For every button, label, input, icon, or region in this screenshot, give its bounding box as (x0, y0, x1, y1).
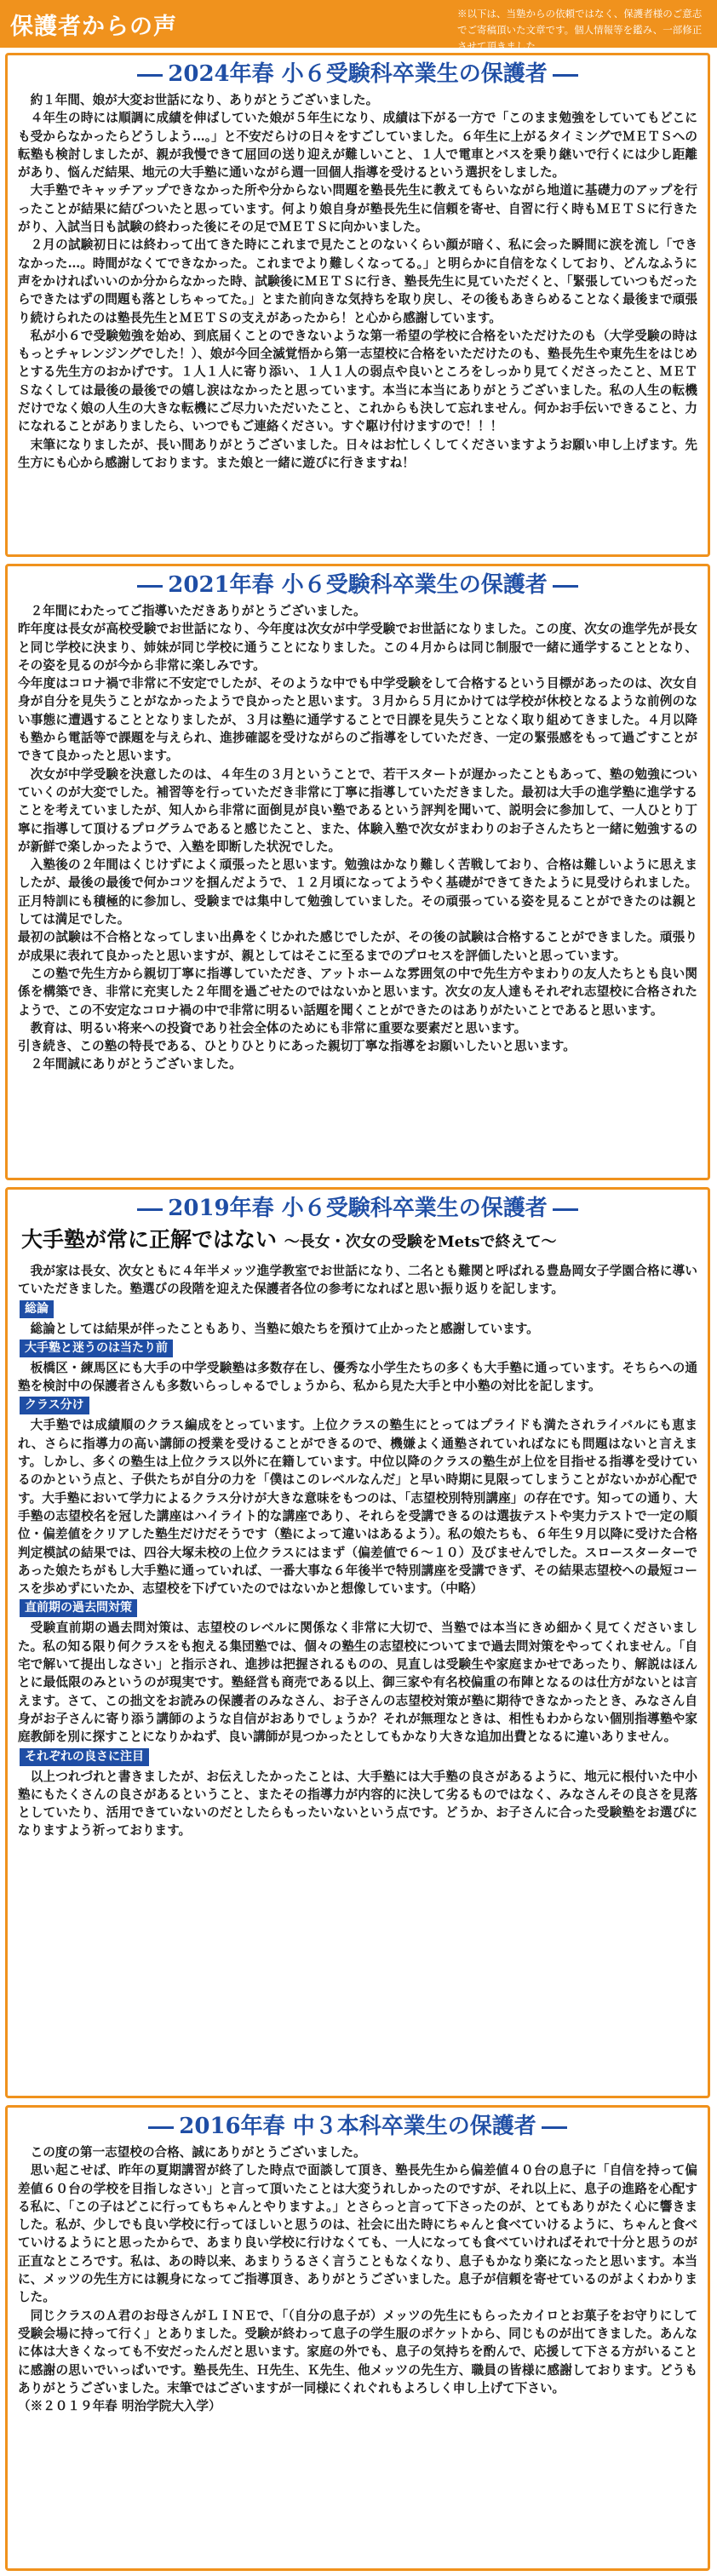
section-title: 2016年春 中３本科卒業生の保護者 (18, 2113, 697, 2140)
testimonial-2024 (5, 53, 710, 557)
paragraph: この度の第一志望校の合格、誠にありがとうございました。 (30, 2145, 366, 2160)
section-title: 2024年春 小６受験科卒業生の保護者 (18, 60, 697, 88)
title-dash-right (553, 74, 578, 77)
paragraph: 今年度はコロナ禍で非常に不安定でしたが、そのような中でも中学受験をして合格するという目標があったのは、次女自身が自分を見失うことがなかったようで良かったと思います。３月から５月にかけては学校が休校となるような前例のない事態に遭遇することとなりましたが、３月は塾に通学することで日課を見失うことなく取り組めてきました。４月以降も塾から電話等で課題を与えられ、進捗確認を受けながらのご指導をしていただき、一定の緊張感をもって過ごすことができて良かったと思います。 (18, 676, 697, 764)
paragraph: 引き続き、この塾の特長である、ひとりひとりにあった親切丁寧な指導をお願いしたいと思います。 (18, 1039, 576, 1054)
testimonial-2021 (5, 564, 710, 1180)
paragraph: 昨年度は長女が高校受験でお世話になり、今年度は次女が中学受験でお世話になりました。この度、次女の進学先が長女と同じ学校に決まり、姉妹が同じ学校に通うことになりました。この４月からは同じ制服で一緒に通学することとなり、その姿を見るのが今から非常に楽しみです。 (18, 622, 697, 673)
paragraph: 以上つれづれと書きましたが、お伝えしたかったことは、大手塾には大手塾の良さがあるように、地元に根付いた中小塾にもたくさんの良さがあるということ、またその指導力が内容的に決して劣るものではなく、みなさんその良さを見落としていたり、活用できていないのだとしたらもったいないという点です。どうか、お子さんに合った受験塾をお選びになりますよう祈っております。 (18, 1769, 697, 1839)
title-dash-right (542, 2126, 567, 2129)
paragraph: ２年間にわたってご指導いただきありがとうございました。 (30, 604, 366, 618)
paragraph: 大手塾では成績順のクラス編成をとっています。上位クラスの塾生にとってはプライドも満たされライバルにも恵まれ、さらに指導力の高い講師の授業を受けることができるので、機嫌よく通塾されていればなにも問題はないと言えます。しかし、多くの塾生は上位クラス以外に在籍しています。中位以降のクラスの塾生が上位を目指せる指導を受けているのかという点と、子供たちが自分の力を「僕はこのレベルなんだ」と早い時期に見限ってしまうことがないかが心配です。大手塾において学力によるクラス分けが大きな意味をもつのは、「志望校別特別講座」の存在です。知っての通り、大手塾の志望校名を冠した講座はハイライト的な講座であり、それらを受講できるのは選抜テストや実力テストで一定の順位・偏差値をクリアした塾生だけだそうです（塾によって違いはあるよう）。私の娘たちも、６年生９月以降に受けた合格判定模試の結果では、四谷大塚未校の上位クラスにはまず（偏差値で６～１０）及びませんでした。スロースターターであった娘たちがもし大手塾に通っていれば、一番大事な６年後半で特別講座を受講できず、その結果志望校への最短コースを歩めずにいたか、志望校を下げていたのではないかと想像しています。（中略） (18, 1418, 697, 1597)
paragraph: ２年間誠にありがとうございました。 (30, 1057, 242, 1072)
paragraph: ２月の試験初日には終わって出てきた時にこれまで見たことのないくらい顔が暗く、私に会った瞬間に涙を流し「できなかった…。時間がなくてできなかった。これまでより難しくなってる。」と明らかに自信をなくしており、どんなふうに声をかければいいのか分からなかった時、試験後にＭＥＴＳに行き、塾長先生に見ていただくと、「緊張していつもだったらできたはずの問題も落としちゃってた。」とまた前向きな気持ちを取り戻し、その後もあきらめることなく最後まで頑張り続けられたのは塾長先生とＭＥＴＳの支えがあったから！と心から感謝しています。 (18, 238, 697, 325)
paragraph: この塾で先生方から親切丁寧に指導していただき、アットホームな雰囲気の中で先生方やまわりの友人たちとも良い関係を構築でき、非常に充実した２年間を過ごせたのではないかと思います。次女の友人達もそれぞれ志望校に合格されたようで、この不安定なコロナ禍の中で非常に明るい話題を聞くことができたのはありがたいことであると思います。 (18, 966, 697, 1018)
page-header (0, 0, 717, 51)
title-dash-right (553, 585, 578, 588)
paragraph: 私が小６で受験勉強を始め、到底届くことのできないような第一希望の学校に合格をいただけたのも（大学受験の時はもっとチャレンジングでした！）、娘が今回全滅覚悟から第一志望校に合格をいただけたのも、塾長先生や東先生をはじめとする先生方のおかげです。１人１人に寄り添い、１人１人の弱点や良いところをしっかり見てくださったこと、ＭＥＴＳなくしては最後の最後での嬉し涙はなかったと思っています。本当に本当にありがとうございました。私の人生の転機だけでなく娘の人生の大きな転機にご尽力いただいたこと、これからも決して忘れません。何かお手伝いできること、力になれることがありましたら、いつでもご連絡ください。すぐ駆け付けますので！！！ (18, 328, 697, 434)
section-title: 2019年春 小６受験科卒業生の保護者 (18, 1195, 697, 1222)
title-dash-left (148, 2126, 174, 2129)
paragraph: 総論としては結果が伴ったこともあり、当塾に娘たちを預けて止かったと感謝しています。 (30, 1321, 539, 1336)
article-subheading: ～長女・次女の受験をMetsで終えて～ (284, 1233, 557, 1251)
title-dash-right (553, 1208, 578, 1211)
paragraph: 教育は、明るい将来への投資であり社会全体のためにも非常に重要な要素だと思います。 (30, 1020, 527, 1036)
topic-label: クラス分け (20, 1397, 89, 1414)
article-heading: 大手塾が常に正解ではない ～長女・次女の受験をMetsで終えて～ (21, 1227, 557, 1252)
paragraph: 同じクラスのＡ君のお母さんがＬＩＮＥで、「（自分の息子が）メッツの先生にもらったカイロとお菓子をお守りにして受験会場に持って行く」とありました。受験が終わって息子の学生服のポケットから、同じものが出てきました。あんなに体は大きくなっても不安だったんだと思います。家庭の外でも、息子の気持ちを酌んで、応援して下さる方がいることに感謝の思いでいっぱいです。塾長先生、Ｈ先生、Ｋ先生、他メッツの先生方、職員の皆様に感謝しております。どうもありがとうございました。末筆ではございますが一同様にくれぐれもよろしく申し上げて下さい。 (18, 2308, 697, 2395)
paragraph: 受験直前期の過去問対策は、志望校のレベルに関係なく非常に大切で、当塾では本当にきめ細かく見てくださいました。私の知る限り何クラスをも抱える集団塾では、個々の塾生の志望校についてまで過去問対策をやってくれません。「自宅で解いて提出しなさい」と指示され、進捗は把握されるものの、見直しは受験生や家庭まかせであったり、解説はほんとに最低限のみというのが現実です。塾経営も商売である以上、御三家や有名校偏重の布陣となるのは仕方がないとは言えます。さて、この拙文をお読みの保護者のみなさん、お子さんの志望校対策が塾に期待できなかったとき、みなさん自身がお子さんに寄り添う講師のような自信がおありでしょうか？それが無理なときは、相性もわからない個別指導塾や家庭教師を別に探すことになりかねず、良い講師が見つかったとしてもかなり大きな追加出費となるに違いありません。 (18, 1621, 697, 1745)
paragraph: 次女が中学受験を決意したのは、４年生の３月ということで、若干スタートが遅かったこともあって、塾の勉強についていくのが大変でした。補習等を行っていただき非常に丁寧に指導していただきました。最初は大手の進学塾に進学することを考えていましたが、知人から非常に面倒見が良い塾であるという評判を聞いて、説明会に参加して、一人ひとり丁寧に指導して頂けるプログラムであると感じたこと、また、体験入塾で次女がまわりのお子さんたちと一緒に勉強するのが新鮮で楽しかったようで、入塾を即断した状況でした。 (18, 766, 697, 854)
title-dash-left (137, 1208, 163, 1211)
paragraph: 末筆になりましたが、長い間ありがとうございました。日々はお忙しくしてくださいますようお願い申し上げます。先生方にも心から感謝しております。また娘と一緒に遊びに行きますね！ (18, 437, 697, 470)
paragraph: 板橋区・練馬区にも大手の中学受験塾は多数存在し、優秀な小学生たちの多くも大手塾に通っています。そちらへの通塾を検討中の保護者さんも多数いらっしゃるでしょうから、私から見た大手と中小塾の対比を記します。 (18, 1360, 697, 1394)
paragraph: 最初の試験は不合格となってしまい出鼻をくじかれた感じでしたが、その後の試験は合格することができました。頑張りが成果に表れて良かったと思いますが、親としてはそこに至るまでのプロセスを評価したいと思っています。 (18, 930, 697, 963)
paragraph: 入塾後の２年間はくじけずによく頑張ったと思います。勉強はかなり難しく苦戦しており、合格は難しいように思えましたが、最後の最後で何かコツを掴んだようで、１２月頃になってようやく基礎ができてきたように見受けられました。正月特訓にも積極的に参加し、受験までは集中して勉強していました。その頑張っている姿を見ることができたのは親としては満足でした。 (18, 858, 697, 927)
paragraph: 大手塾でキャッチアップできなかった所や分からない問題を塾長先生に教えてもらいながら地道に基礎力のアップを行ったことが結果に結びついたと思っています。何より娘自身が塾長先生に信頼を寄せ、自習に行く時もＭＥＴＳに行きたがり、入試当日も試験の終わった後にその足でＭＥＴＳに向かいました。 (18, 183, 697, 235)
paragraph: 我が家は長女、次女ともに４年半メッツ進学教室でお世話になり、二名とも難関と呼ばれる豊島岡女子学園合格に導いていただきました。塾選びの段階を迎えた保護者各位の参考になればと思い振り返りを記します。 (18, 1264, 697, 1297)
testimonial-2016 (5, 2105, 710, 2571)
topic-label: それぞれの良さに注目 (20, 1748, 149, 1766)
topic-label: 大手塾と迷うのは当たり前 (20, 1340, 173, 1357)
title-dash-left (137, 74, 163, 77)
section-title: 2021年春 小６受験科卒業生の保護者 (18, 571, 697, 599)
title-dash-left (137, 585, 163, 588)
paragraph: 思い起こせば、昨年の夏期講習が終了した時点で面談して頂き、塾長先生から偏差値４０台の息子に「自信を持って偏差値６０台の学校を目指しなさい」と言って頂いたことは大変うれしかったのですが、それ以上に、息子の進路を心配する私に、「この子はどこに行ってもちゃんとやりますよ。」とさらっと言って下さったのが、とてもありがたく心に響きました。私が、少しでも良い学校に行ってほしいと思うのは、社会に出た時にちゃんと食べていけるように、ちゃんと食べていけるようにと思ったからで、あまり良い学校に行けなくても、一人になっても食べていければそれで十分と思うのが正直なところです。私は、あの時以来、あまりうるさく言うこともなくなり、息子もかなり楽になったと思います。本当に、メッツの先生方には親身になってご指導頂き、ありがとうございました。息子が信頼を寄せているのがよくわかりました。 (18, 2163, 697, 2305)
header-note: ※以下は、当塾からの依頼ではなく、保護者様のご意志でご寄稿頂いた文章です。個人情報等を鑑み、一部修正させて頂きました。 (457, 8, 703, 52)
paragraph: （※２０１９年春 明治学院大入学） (18, 2399, 221, 2414)
topic-label: 直前期の過去問対策 (20, 1599, 137, 1617)
testimonial-2019 (5, 1187, 710, 2098)
paragraph: ４年生の時には順調に成績を伸ばしていた娘が５年生になり、成績は下がる一方で「このまま勉強をしていてもどこにも受からなかったらどうしよう…。」と不安だらけの日々をすごしていました。６年生に上がるタイミングでＭＥＴＳへの転塾も検討しましたが、親が我慢できて屈回の送り迎えが難しいこと、１人で電車とバスを乗り継いで行くには少し距離があり、悩んだ結果、地元の大手塾に通いながら週一回個人指導を受けるという選択をしました。 (18, 111, 697, 181)
paragraph: 約１年間、娘が大変お世話になり、ありがとうございました。 (30, 93, 379, 107)
topic-label: 総論 (20, 1300, 54, 1318)
page-title: 保護者からの声 (10, 14, 177, 40)
